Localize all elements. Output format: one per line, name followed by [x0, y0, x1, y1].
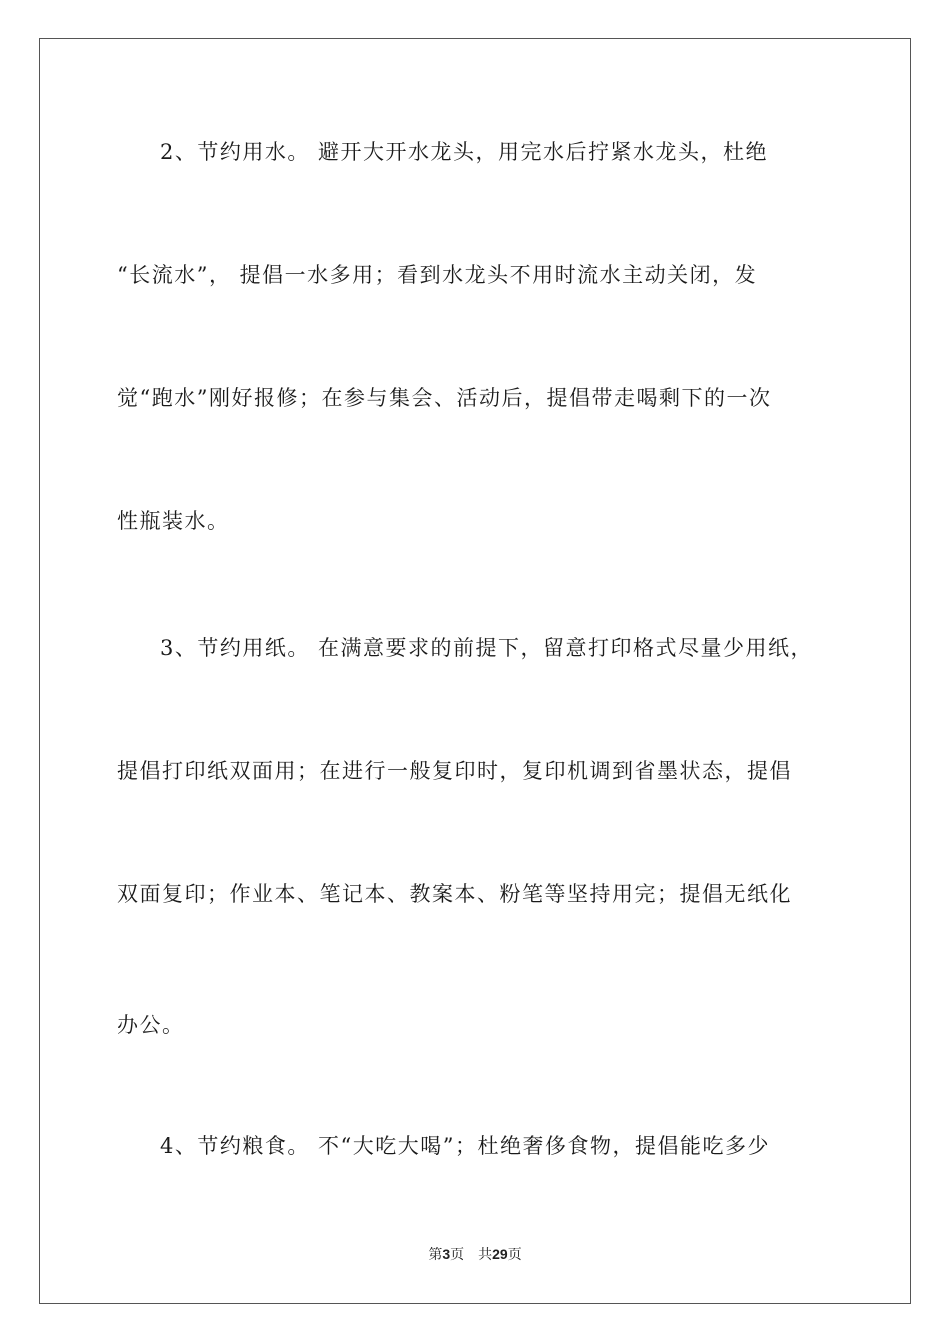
paragraph-water-line-2: “长流水”， 提倡一水多用；看到水龙头不用时流水主动关闭，发 — [117, 263, 758, 287]
page-number-suffix: 页 — [450, 1247, 465, 1263]
page-border — [39, 38, 911, 1304]
paragraph-water-line-3: 觉“跑水”刚好报修；在参与集会、活动后，提倡带走喝剩下的一次 — [117, 386, 772, 410]
page-number-prefix: 第 — [428, 1247, 443, 1263]
page-total-prefix: 共 — [478, 1247, 493, 1263]
paragraph-paper-line-1: 3、节约用纸。 在满意要求的前提下，留意打印格式尽量少用纸， — [160, 636, 814, 660]
page-total-suffix: 页 — [507, 1247, 522, 1263]
paragraph-food-line-1: 4、节约粮食。 不“大吃大喝”；杜绝奢侈食物，提倡能吃多少 — [160, 1134, 771, 1158]
page-total-count: 29 — [492, 1246, 508, 1262]
paragraph-paper-line-2: 提倡打印纸双面用；在进行一般复印时，复印机调到省墨状态，提倡 — [117, 759, 792, 783]
paragraph-water-line-1: 2、节约用水。 避开大开水龙头，用完水后拧紧水龙头，杜绝 — [160, 140, 769, 164]
paragraph-paper-line-4: 办公。 — [117, 1013, 185, 1037]
page-number-current: 3 — [442, 1246, 451, 1262]
paragraph-paper-line-3: 双面复印；作业本、笔记本、教案本、粉笔等坚持用完；提倡无纸化 — [117, 882, 792, 906]
paragraph-water-line-4: 性瓶装水。 — [117, 509, 230, 533]
page-footer — [0, 1244, 950, 1265]
